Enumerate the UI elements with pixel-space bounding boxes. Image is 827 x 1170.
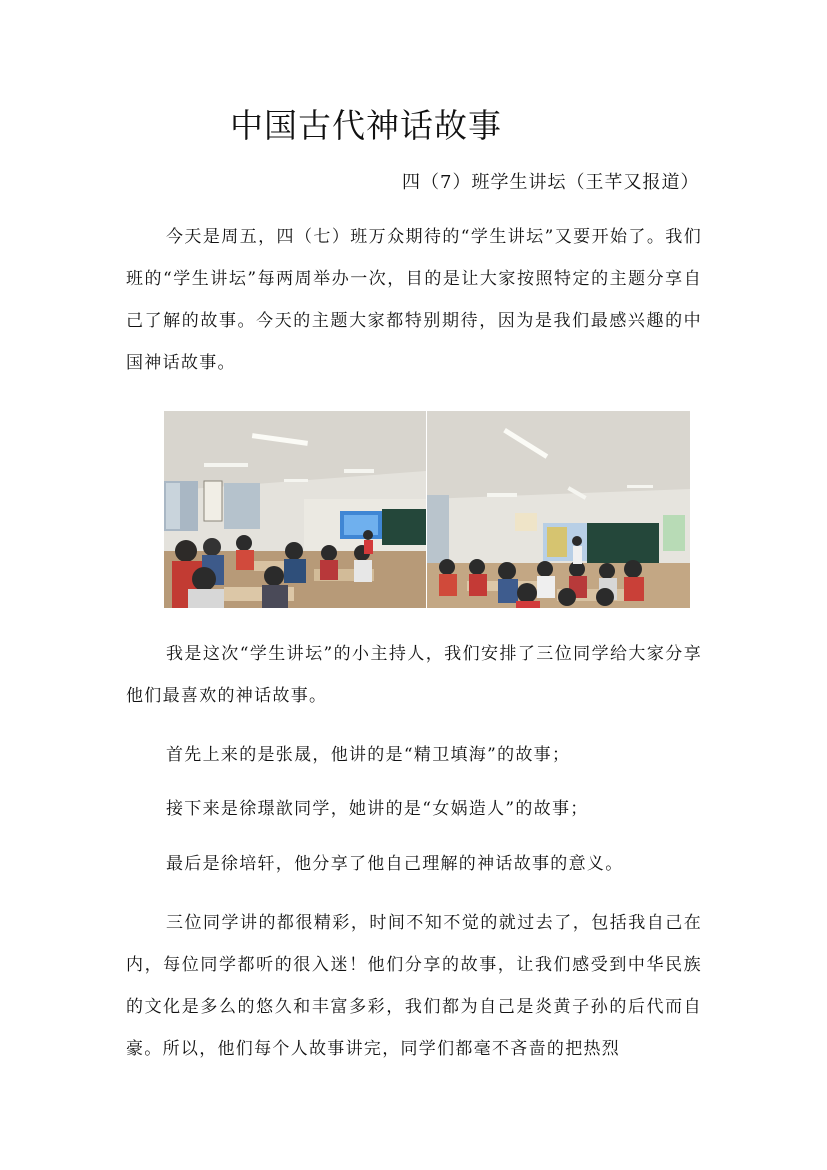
paragraph-first-speaker: 首先上来的是张晟，他讲的是“精卫填海”的故事；: [166, 745, 571, 765]
paragraph-third-speaker: 最后是徐培轩，他分享了他自己理解的神话故事的意义。: [166, 854, 624, 874]
paragraph-second-speaker: 接下来是徐璟歆同学，她讲的是“女娲造人”的故事；: [166, 799, 589, 819]
page-title: 中国古代神话故事: [230, 106, 502, 145]
paragraph-intro: 今天是周五，四（七）班万众期待的“学生讲坛”又要开始了。我们班的“学生讲坛”每两周举办一次，目的是让大家按照特定的主题分享自己了解的故事。今天的主题大家都特别期待，因为是我们最感兴趣的中国神话故事。: [126, 227, 702, 373]
byline: 四（7）班学生讲坛（王芊又报道）: [402, 172, 700, 193]
classroom-photo-right: [427, 411, 690, 608]
classroom-photo-left: [164, 411, 426, 608]
paragraph-conclusion: 三位同学讲的都很精彩，时间不知不觉的就过去了，包括我自己在内，每位同学都听的很入迷！他们分享的故事，让我们感受到中华民族的文化是多么的悠久和丰富多彩，我们都为自己是炎黄子孙的后代而自豪。所以，他们每个人故事讲完，同学们都毫不吝啬的把热烈: [126, 913, 702, 1059]
photo-row: [164, 411, 690, 608]
paragraph-host: 我是这次“学生讲坛”的小主持人，我们安排了三位同学给大家分享他们最喜欢的神话故事。: [126, 644, 702, 706]
